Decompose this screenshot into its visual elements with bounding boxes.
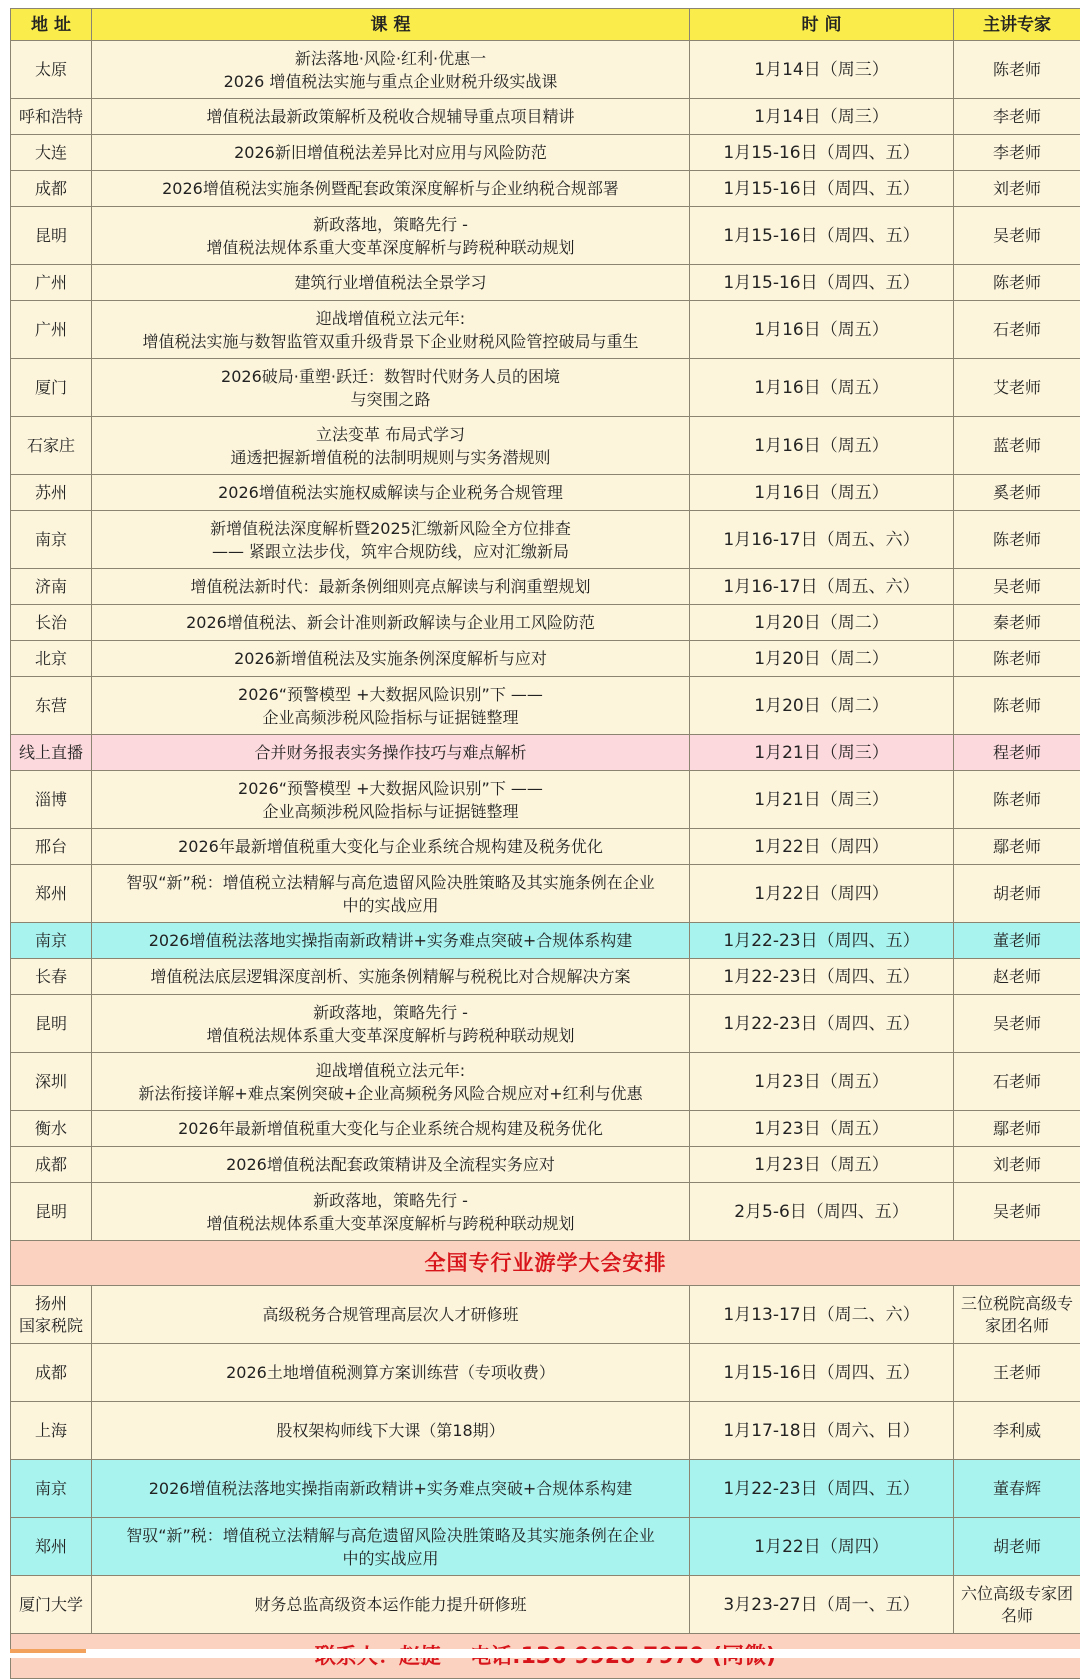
course-cell-line: 中的实战应用 xyxy=(342,1549,438,1568)
time-cell: 1月20日（周二） xyxy=(690,677,954,735)
expert-cell: 吴老师 xyxy=(954,1183,1080,1241)
expert-cell: 李老师 xyxy=(954,99,1080,135)
expert-cell: 陈老师 xyxy=(954,265,1080,301)
time-cell: 1月23日（周五） xyxy=(690,1147,954,1183)
course-cell-line: 迎战增值税立法元年: xyxy=(316,309,465,328)
table-row xyxy=(11,1053,1080,1111)
expert-cell: 赵老师 xyxy=(954,959,1080,995)
table-row xyxy=(11,641,1080,677)
table-row xyxy=(11,829,1080,865)
time-cell: 1月22-23日（周四、五） xyxy=(690,959,954,995)
course-cell-line: 增值税法底层逻辑深度剖析、实施条例精解与税税比对合规解决方案 xyxy=(150,967,630,986)
expert-cell: 刘老师 xyxy=(954,1147,1080,1183)
expert-cell: 吴老师 xyxy=(954,995,1080,1053)
time-cell: 1月22-23日（周四、五） xyxy=(690,923,954,959)
table-row xyxy=(11,359,1080,417)
expert-cell: 胡老师 xyxy=(954,865,1080,923)
course-cell-line: 智驭“新”税：增值税立法精解与高危遗留风险决胜策略及其实施条例在企业 xyxy=(126,1526,655,1545)
course-cell-line: 2026增值税法、新会计准则新政解读与企业用工风险防范 xyxy=(186,613,595,632)
city-cell: 淄博 xyxy=(11,771,92,829)
course-cell-line: 2026增值税法实施条例暨配套政策深度解析与企业纳税合规部署 xyxy=(162,179,619,198)
table-row xyxy=(11,1402,1080,1460)
header-time: 时 间 xyxy=(690,9,954,41)
course-cell-line: 新法衔接详解+难点案例突破+企业高频税务风险合规应对+红利与优惠 xyxy=(138,1084,642,1103)
table-row xyxy=(11,1576,1080,1634)
course-cell xyxy=(92,1576,690,1634)
table-row xyxy=(11,677,1080,735)
city-cell: 厦门 xyxy=(11,359,92,417)
course-cell-line: 2026 增值税法实施与重点企业财税升级实战课 xyxy=(224,72,558,91)
course-cell-line: 增值税法规体系重大变革深度解析与跨税种联动规划 xyxy=(206,1214,574,1233)
course-cell-line: 2026增值税法实施权威解读与企业税务合规管理 xyxy=(218,483,563,502)
section-block xyxy=(11,1241,1080,1286)
course-cell xyxy=(92,1518,690,1576)
table-row xyxy=(11,865,1080,923)
table-row xyxy=(11,511,1080,569)
expert-cell: 鄢老师 xyxy=(954,829,1080,865)
time-cell: 1月16日（周五） xyxy=(690,417,954,475)
table-row xyxy=(11,207,1080,265)
course-cell-line: 2026“预警模型 +大数据风险识别”下 —— xyxy=(238,685,543,704)
city-cell: 太原 xyxy=(11,41,92,99)
expert-cell: 胡老师 xyxy=(954,1518,1080,1576)
course-cell-line: 通透把握新增值税的法制明规则与实务潜规则 xyxy=(230,448,550,467)
city-cell xyxy=(11,1344,92,1402)
expert-cell: 吴老师 xyxy=(954,569,1080,605)
course-cell xyxy=(92,1402,690,1460)
time-cell: 1月13-17日（周二、六） xyxy=(690,1286,954,1344)
expert-cell: 吴老师 xyxy=(954,207,1080,265)
table-row xyxy=(11,1460,1080,1518)
course-cell xyxy=(92,417,690,475)
city-cell-line: 国家税院 xyxy=(19,1316,83,1335)
course-cell-line: 增值税法实施与数智监管双重升级背景下企业财税风险管控破局与重生 xyxy=(142,332,638,351)
table-row xyxy=(11,1147,1080,1183)
course-cell-line: 增值税法规体系重大变革深度解析与跨税种联动规划 xyxy=(206,1026,574,1045)
expert-cell: 程老师 xyxy=(954,735,1080,771)
city-cell: 石家庄 xyxy=(11,417,92,475)
course-cell-line: 高级税务合规管理高层次人才研修班 xyxy=(262,1305,518,1324)
course-rows xyxy=(11,41,1080,1241)
course-cell-line: 股权架构师线下大课（第18期） xyxy=(276,1421,504,1440)
time-cell: 1月20日（周二） xyxy=(690,641,954,677)
course-cell xyxy=(92,865,690,923)
table-row xyxy=(11,41,1080,99)
expert-cell: 李老师 xyxy=(954,135,1080,171)
time-cell: 1月15-16日（周四、五） xyxy=(690,135,954,171)
time-cell: 1月16日（周五） xyxy=(690,475,954,511)
expert-cell: 陈老师 xyxy=(954,511,1080,569)
time-cell: 1月21日（周三） xyxy=(690,771,954,829)
table-row xyxy=(11,569,1080,605)
table-row xyxy=(11,923,1080,959)
time-cell: 1月15-16日（周四、五） xyxy=(690,1344,954,1402)
expert-cell: 董春辉 xyxy=(954,1460,1080,1518)
table-row xyxy=(11,99,1080,135)
city-cell: 成都 xyxy=(11,1147,92,1183)
next-page-edge xyxy=(0,1649,1080,1658)
time-cell: 1月14日（周三） xyxy=(690,99,954,135)
city-cell: 济南 xyxy=(11,569,92,605)
course-cell xyxy=(92,569,690,605)
city-cell: 郑州 xyxy=(11,865,92,923)
city-cell xyxy=(11,1576,92,1634)
city-cell xyxy=(11,1518,92,1576)
course-cell xyxy=(92,301,690,359)
course-cell xyxy=(92,735,690,771)
course-cell-line: 新增值税法深度解析暨2025汇缴新风险全方位排查 xyxy=(210,519,571,538)
course-cell xyxy=(92,207,690,265)
table-row xyxy=(11,135,1080,171)
expert-cell: 王老师 xyxy=(954,1344,1080,1402)
course-cell xyxy=(92,171,690,207)
course-cell-line: 2026增值税法落地实操指南新政精讲+实务难点突破+合规体系构建 xyxy=(149,931,633,950)
course-cell xyxy=(92,959,690,995)
time-cell: 1月22-23日（周四、五） xyxy=(690,1460,954,1518)
course-cell xyxy=(92,1286,690,1344)
table-row xyxy=(11,475,1080,511)
table-row xyxy=(11,1183,1080,1241)
course-cell xyxy=(92,677,690,735)
expert-cell: 三位税院高级专家团名师 xyxy=(954,1286,1080,1344)
time-cell: 3月23-27日（周一、五） xyxy=(690,1576,954,1634)
time-cell: 1月16-17日（周五、六） xyxy=(690,569,954,605)
city-cell-line: 上海 xyxy=(35,1421,67,1440)
city-cell: 大连 xyxy=(11,135,92,171)
course-cell-line: 新政落地，策略先行 - xyxy=(313,1191,468,1210)
expert-cell: 蓝老师 xyxy=(954,417,1080,475)
course-cell-line: 2026土地增值税测算方案训练营（专项收费） xyxy=(226,1363,555,1382)
city-cell-line: 郑州 xyxy=(35,1537,67,1556)
course-cell xyxy=(92,995,690,1053)
city-cell: 长治 xyxy=(11,605,92,641)
city-cell-line: 厦门大学 xyxy=(19,1595,83,1614)
time-cell: 1月23日（周五） xyxy=(690,1111,954,1147)
course-cell-line: 企业高频涉税风险指标与证据链整理 xyxy=(262,802,518,821)
time-cell: 1月22-23日（周四、五） xyxy=(690,995,954,1053)
course-cell xyxy=(92,99,690,135)
city-cell: 深圳 xyxy=(11,1053,92,1111)
city-cell-line: 扬州 xyxy=(35,1294,67,1313)
course-cell xyxy=(92,1111,690,1147)
course-cell-line: 企业高频涉税风险指标与证据链整理 xyxy=(262,708,518,727)
time-cell: 1月20日（周二） xyxy=(690,605,954,641)
city-cell-line: 成都 xyxy=(35,1363,67,1382)
course-cell-line: 智驭“新”税：增值税立法精解与高危遗留风险决胜策略及其实施条例在企业 xyxy=(126,873,655,892)
time-cell: 1月14日（周三） xyxy=(690,41,954,99)
course-cell-line: 2026破局·重塑·跃迁：数智时代财务人员的困境 xyxy=(221,367,560,386)
table-row xyxy=(11,1111,1080,1147)
city-cell-line: 南京 xyxy=(35,1479,67,1498)
course-cell-line: 新政落地，策略先行 - xyxy=(313,1003,468,1022)
course-cell-line: 2026新旧增值税法差异比对应用与风险防范 xyxy=(234,143,547,162)
course-cell-line: 与突围之路 xyxy=(350,390,430,409)
city-cell: 呼和浩特 xyxy=(11,99,92,135)
course-cell-line: 2026年最新增值税重大变化与企业系统合规构建及税务优化 xyxy=(178,1119,603,1138)
table-row xyxy=(11,735,1080,771)
time-cell: 1月22日（周四） xyxy=(690,829,954,865)
table-row xyxy=(11,265,1080,301)
time-cell: 1月17-18日（周六、日） xyxy=(690,1402,954,1460)
header-city: 地 址 xyxy=(11,9,92,41)
city-cell: 邢台 xyxy=(11,829,92,865)
table-row xyxy=(11,417,1080,475)
course-cell xyxy=(92,829,690,865)
city-cell: 长春 xyxy=(11,959,92,995)
expert-cell: 陈老师 xyxy=(954,641,1080,677)
city-cell: 南京 xyxy=(11,923,92,959)
course-cell-line: 2026“预警模型 +大数据风险识别”下 —— xyxy=(238,779,543,798)
course-cell xyxy=(92,41,690,99)
time-cell: 1月16-17日（周五、六） xyxy=(690,511,954,569)
course-cell-line: 增值税法规体系重大变革深度解析与跨税种联动规划 xyxy=(206,238,574,257)
expert-cell: 六位高级专家团名师 xyxy=(954,1576,1080,1634)
course-cell xyxy=(92,1344,690,1402)
table-row xyxy=(11,1518,1080,1576)
expert-cell: 奚老师 xyxy=(954,475,1080,511)
course-cell xyxy=(92,923,690,959)
course-cell-line: —— 紧跟立法步伐，筑牢合规防线，应对汇缴新局 xyxy=(212,542,569,561)
course-cell-line: 2026增值税法落地实操指南新政精讲+实务难点突破+合规体系构建 xyxy=(149,1479,633,1498)
course-cell-line: 2026年最新增值税重大变化与企业系统合规构建及税务优化 xyxy=(178,837,603,856)
course-cell-line: 合并财务报表实务操作技巧与难点解析 xyxy=(254,743,526,762)
expert-cell: 陈老师 xyxy=(954,677,1080,735)
table-row xyxy=(11,605,1080,641)
city-cell: 昆明 xyxy=(11,1183,92,1241)
table-row xyxy=(11,771,1080,829)
section-title: 全国专行业游学大会安排 xyxy=(11,1241,1080,1286)
course-cell-line: 立法变革 布局式学习 xyxy=(316,425,465,444)
course-cell xyxy=(92,1053,690,1111)
time-cell: 1月16日（周五） xyxy=(690,301,954,359)
course-cell-line: 新法落地·风险·红利·优惠一 xyxy=(295,49,486,68)
course-cell xyxy=(92,511,690,569)
expert-cell: 陈老师 xyxy=(954,41,1080,99)
course-cell xyxy=(92,1183,690,1241)
city-cell: 昆明 xyxy=(11,207,92,265)
expert-cell: 陈老师 xyxy=(954,771,1080,829)
expert-cell: 董老师 xyxy=(954,923,1080,959)
city-cell: 广州 xyxy=(11,265,92,301)
expert-cell: 刘老师 xyxy=(954,171,1080,207)
city-cell: 东营 xyxy=(11,677,92,735)
course-cell xyxy=(92,475,690,511)
city-cell: 衡水 xyxy=(11,1111,92,1147)
header-expert: 主讲专家 xyxy=(954,9,1080,41)
course-cell xyxy=(92,1460,690,1518)
header-course: 课 程 xyxy=(92,9,690,41)
city-cell: 北京 xyxy=(11,641,92,677)
course-cell-line: 新政落地，策略先行 - xyxy=(313,215,468,234)
expert-cell: 石老师 xyxy=(954,301,1080,359)
schedule-sheet xyxy=(10,8,1080,1679)
course-cell xyxy=(92,359,690,417)
city-cell: 昆明 xyxy=(11,995,92,1053)
table-row xyxy=(11,301,1080,359)
table-row xyxy=(11,1286,1080,1344)
course-cell xyxy=(92,265,690,301)
course-cell xyxy=(92,1147,690,1183)
time-cell: 2月5-6日（周四、五） xyxy=(690,1183,954,1241)
time-cell: 1月15-16日（周四、五） xyxy=(690,171,954,207)
city-cell xyxy=(11,1402,92,1460)
course-cell-line: 增值税法新时代：最新条例细则亮点解读与利润重塑规划 xyxy=(190,577,590,596)
course-cell-line: 2026新增值税法及实施条例深度解析与应对 xyxy=(234,649,547,668)
expert-cell: 秦老师 xyxy=(954,605,1080,641)
city-cell: 苏州 xyxy=(11,475,92,511)
schedule-table xyxy=(10,8,1080,1679)
course-cell xyxy=(92,135,690,171)
course-cell-line: 迎战增值税立法元年: xyxy=(316,1061,465,1080)
time-cell: 1月23日（周五） xyxy=(690,1053,954,1111)
city-cell xyxy=(11,1286,92,1344)
course-cell-line: 财务总监高级资本运作能力提升研修班 xyxy=(254,1595,526,1614)
study-tour-rows xyxy=(11,1286,1080,1634)
table-row xyxy=(11,171,1080,207)
table-row xyxy=(11,995,1080,1053)
city-cell: 南京 xyxy=(11,511,92,569)
city-cell: 成都 xyxy=(11,171,92,207)
course-cell-line: 建筑行业增值税法全景学习 xyxy=(294,273,486,292)
expert-cell: 鄢老师 xyxy=(954,1111,1080,1147)
city-cell: 线上直播 xyxy=(11,735,92,771)
section-row xyxy=(11,1241,1080,1286)
time-cell: 1月21日（周三） xyxy=(690,735,954,771)
city-cell xyxy=(11,1460,92,1518)
course-cell xyxy=(92,641,690,677)
header-row xyxy=(11,9,1080,41)
course-cell-line: 2026增值税法配套政策精讲及全流程实务应对 xyxy=(226,1155,555,1174)
time-cell: 1月22日（周四） xyxy=(690,865,954,923)
next-page-header-fragment xyxy=(10,1649,86,1653)
time-cell: 1月15-16日（周四、五） xyxy=(690,265,954,301)
course-cell-line: 增值税法最新政策解析及税收合规辅导重点项目精讲 xyxy=(206,107,574,126)
time-cell: 1月15-16日（周四、五） xyxy=(690,207,954,265)
course-cell xyxy=(92,771,690,829)
table-row xyxy=(11,1344,1080,1402)
expert-cell: 石老师 xyxy=(954,1053,1080,1111)
expert-cell: 艾老师 xyxy=(954,359,1080,417)
time-cell: 1月22日（周四） xyxy=(690,1518,954,1576)
time-cell: 1月16日（周五） xyxy=(690,359,954,417)
city-cell: 广州 xyxy=(11,301,92,359)
table-row xyxy=(11,959,1080,995)
course-cell-line: 中的实战应用 xyxy=(342,896,438,915)
course-cell xyxy=(92,605,690,641)
expert-cell: 李利威 xyxy=(954,1402,1080,1460)
